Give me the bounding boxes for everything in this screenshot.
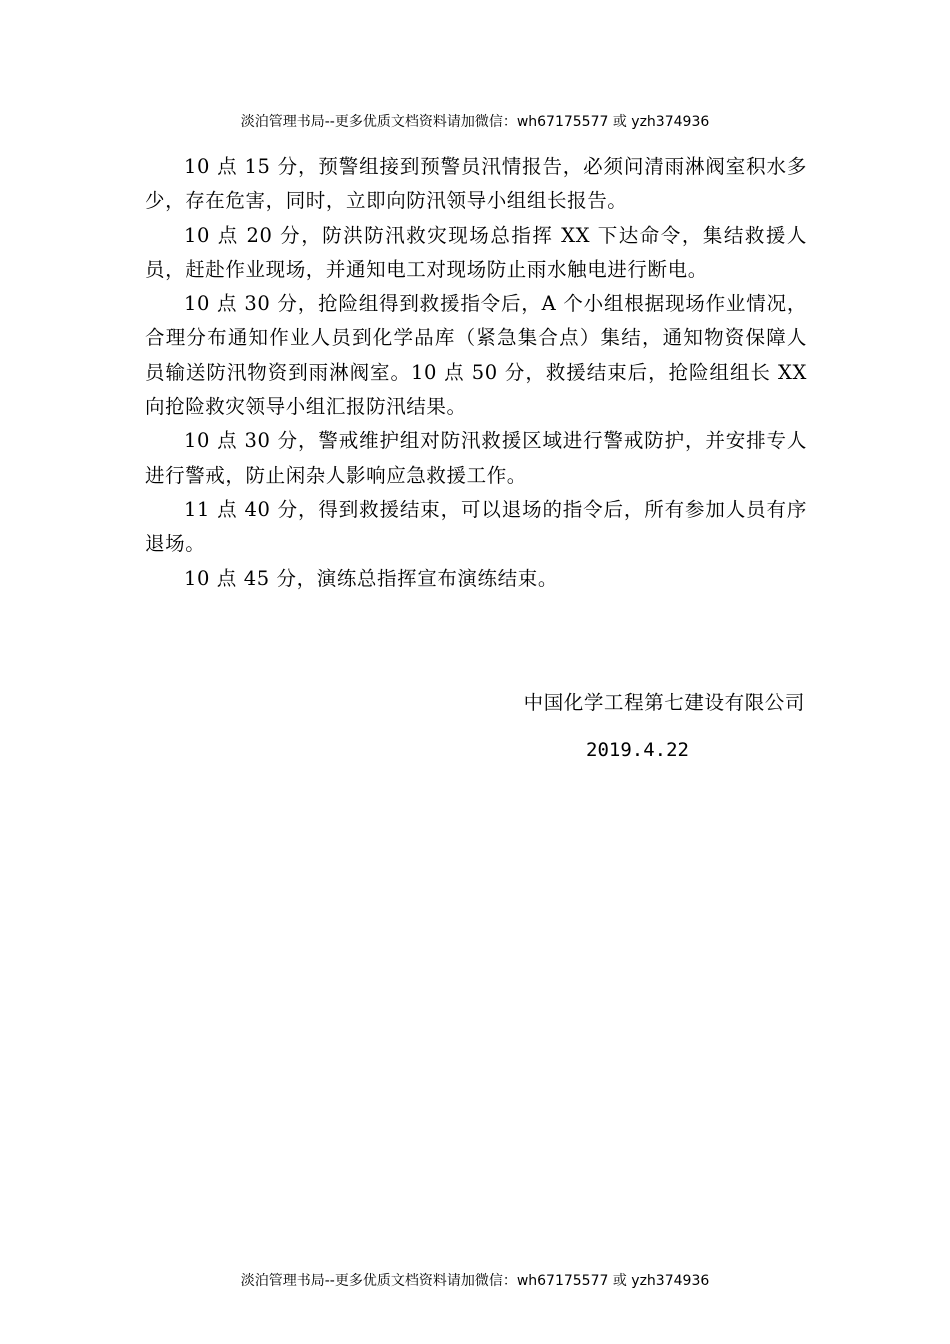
paragraph-5: 11 点 40 分，得到救援结束，可以退场的指令后，所有参加人员有序退场。: [145, 497, 807, 556]
page-footer-note: 淡泊管理书局--更多优质文档资料请加微信：wh67175577 或 yzh374936: [240, 1273, 710, 1289]
paragraph-2: 10 点 20 分，防洪防汛救灾现场总指挥 XX 下达命令，集结救援人员，赶赴作业现场，并通知电工对现场防止雨水触电进行断电。: [145, 223, 807, 281]
signature-date: 2019.4.22: [586, 739, 689, 761]
paragraph-4: 10 点 30 分，警戒维护组对防汛救援区域进行警戒防护，并安排专人进行警戒，防止闲杂人影响应急救援工作。: [145, 429, 807, 487]
page-header-note: 淡泊管理书局--更多优质文档资料请加微信：wh67175577 或 yzh374936: [240, 114, 710, 130]
signature-company: 中国化学工程第七建设有限公司: [523, 691, 805, 714]
paragraph-6: 10 点 45 分，演练总指挥宣布演练结束。: [184, 566, 558, 590]
paragraph-1: 10 点 15 分，预警组接到预警员汛情报告，必须问清雨淋阀室积水多少，存在危害，同时，立即向防汛领导小组组长报告。: [145, 155, 807, 213]
document-body: [145, 150, 807, 596]
paragraph-3: 10 点 30 分，抢险组得到救援指令后，A 个小组根据现场作业情况，合理分布通知作业人员到化学品库（紧急集合点）集结，通知物资保障人员输送防汛物资到雨淋阀室。10 点 50 分，救援结束后，抢险组组长 XX 向抢险救灾领导小组汇报防汛结果。: [145, 292, 807, 419]
